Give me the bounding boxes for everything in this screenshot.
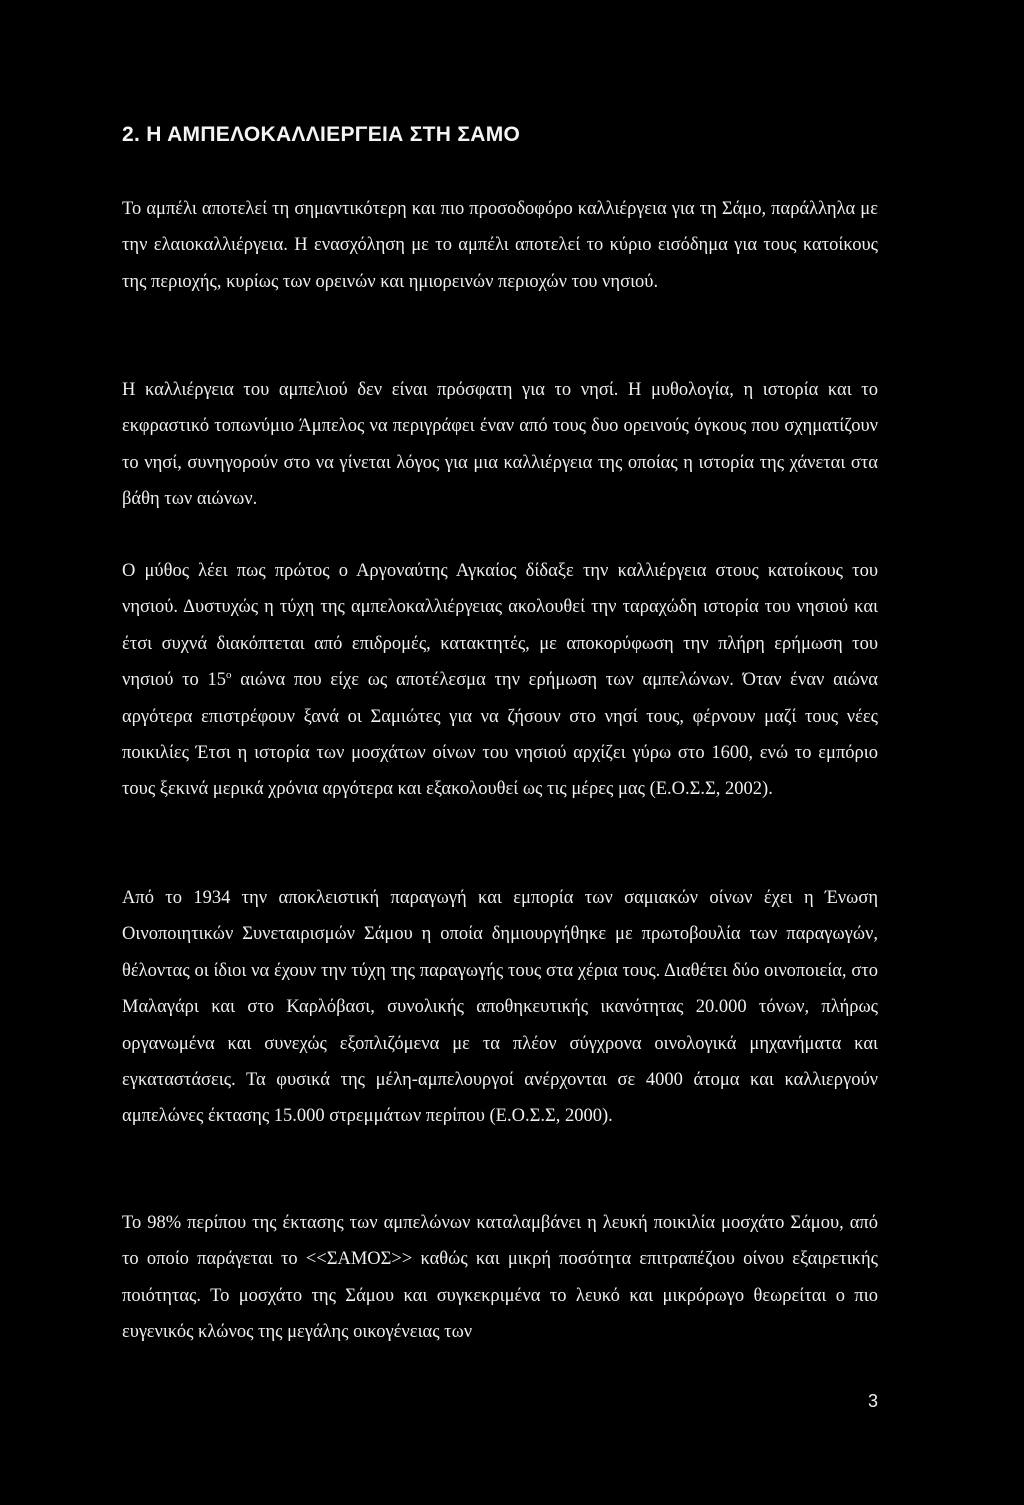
paragraph-vine-importance: Το αμπέλι αποτελεί τη σημαντικότερη και πιο προσοδοφόρο καλλιέργεια για τη Σάμο, παράλληλα με την ελαιοκαλλιέργεια. Η ενασχόληση με το αμπέλι αποτελεί το κύριο εισόδημα για τους κατοίκους της περιοχής, κυρίως των ορεινών και ημιορεινών περιοχών του νησιού. bbox=[122, 199, 878, 292]
paragraph-myth-continuation: αιώνα που είχε ως αποτέλεσμα την ερήμωση των αμπελώνων. Όταν έναν αιώνα αργότερα επιστρέφουν ξανά οι Σαμιώτες για να ζήσουν στο νησί τους, φέρνουν μαζί τους νέες ποικιλίες Έτσι η ιστορία των μοσχάτων οίνων του νησιού αρχίζει γύρω στο 1600, ενώ το εμπόριο τους ξεκινά μερικά χρόνια αργότερα και εξακολουθεί ως τις μέρες μας (Ε.Ο.Σ.Σ, 2002). bbox=[122, 670, 878, 800]
ordinal-superscript: ο bbox=[226, 669, 232, 682]
paragraph-myth-and-decline bbox=[122, 553, 878, 808]
paragraph-muscat-variety: Το 98% περίπου της έκτασης των αμπελώνων καταλαμβάνει η λευκή ποικιλία μοσχάτο Σάμου, από το οποίο παράγεται το <<ΣΑΜΟΣ>> καθώς και μικρή ποσότητα επιτραπέζιου οίνου εξαιρετικής ποιότητας. Το μοσχάτο της Σάμου και συγκεκριμένα το λευκό και μικρόρωγο θεωρείται ο πιο ευγενικός κλώνος της μεγάλης οικογένειας των bbox=[122, 1213, 878, 1343]
paragraph-cooperative-union: Από το 1934 την αποκλειστική παραγωγή και εμπορία των σαμιακών οίνων έχει η Ένωση Οινοποιητικών Συνεταιρισμών Σάμου η οποία δημιουργήθηκε με πρωτοβουλία των παραγωγών, θέλοντας οι ίδιοι να έχουν την τύχη της παραγωγής τους στα χέρια τους. Διαθέτει δύο οινοποιεία, στο Μαλαγάρι και στο Καρλόβασι, συνολικής αποθηκευτικής ικανότητας 20.000 τόνων, πλήρως οργανωμένα και συνεχώς εξοπλιζόμενα με τα πλέον σύγχρονα οινολογικά μηχανήματα και εγκαταστάσεις. Τα φυσικά της μέλη-αμπελουργοί ανέρχονται σε 4000 άτομα και καλλιεργούν αμπελώνες έκτασης 15.000 στρεμμάτων περίπου (Ε.Ο.Σ.Σ, 2000). bbox=[122, 888, 878, 1127]
paragraph-vine-history: Η καλλιέργεια του αμπελιού δεν είναι πρόσφατη για το νησί. Η μυθολογία, η ιστορία και το εκφραστικό τοπωνύμιο Άμπελος να περιγράφει έναν από τους δυο ορεινούς όγκους που σχηματίζουν το νησί, συνηγορούν στο να γίνεται λόγος για μια καλλιέργεια της οποίας η ιστορία της χάνεται στα βάθη των αιώνων. bbox=[122, 380, 878, 510]
section-heading: 2. Η ΑΜΠΕΛΟΚΑΛΛΙΕΡΓΕΙΑ ΣΤΗ ΣΑΜΟ bbox=[122, 123, 521, 146]
page-number: 3 bbox=[867, 1391, 878, 1411]
paragraph-myth-text: Ο μύθος λέει πως πρώτος ο Αργοναύτης Αγκαίος δίδαξε την καλλιέργεια στους κατοίκους του νησιού. Δυστυχώς η τύχη της αμπελοκαλλιέργειας ακολουθεί την ταραχώδη ιστορία του νησιού και έτσι συχνά διακόπτεται από επιδρομές, κατακτητές, με αποκορύφωση την πλήρη ερήμωση του νησιού το 15 bbox=[122, 561, 878, 691]
